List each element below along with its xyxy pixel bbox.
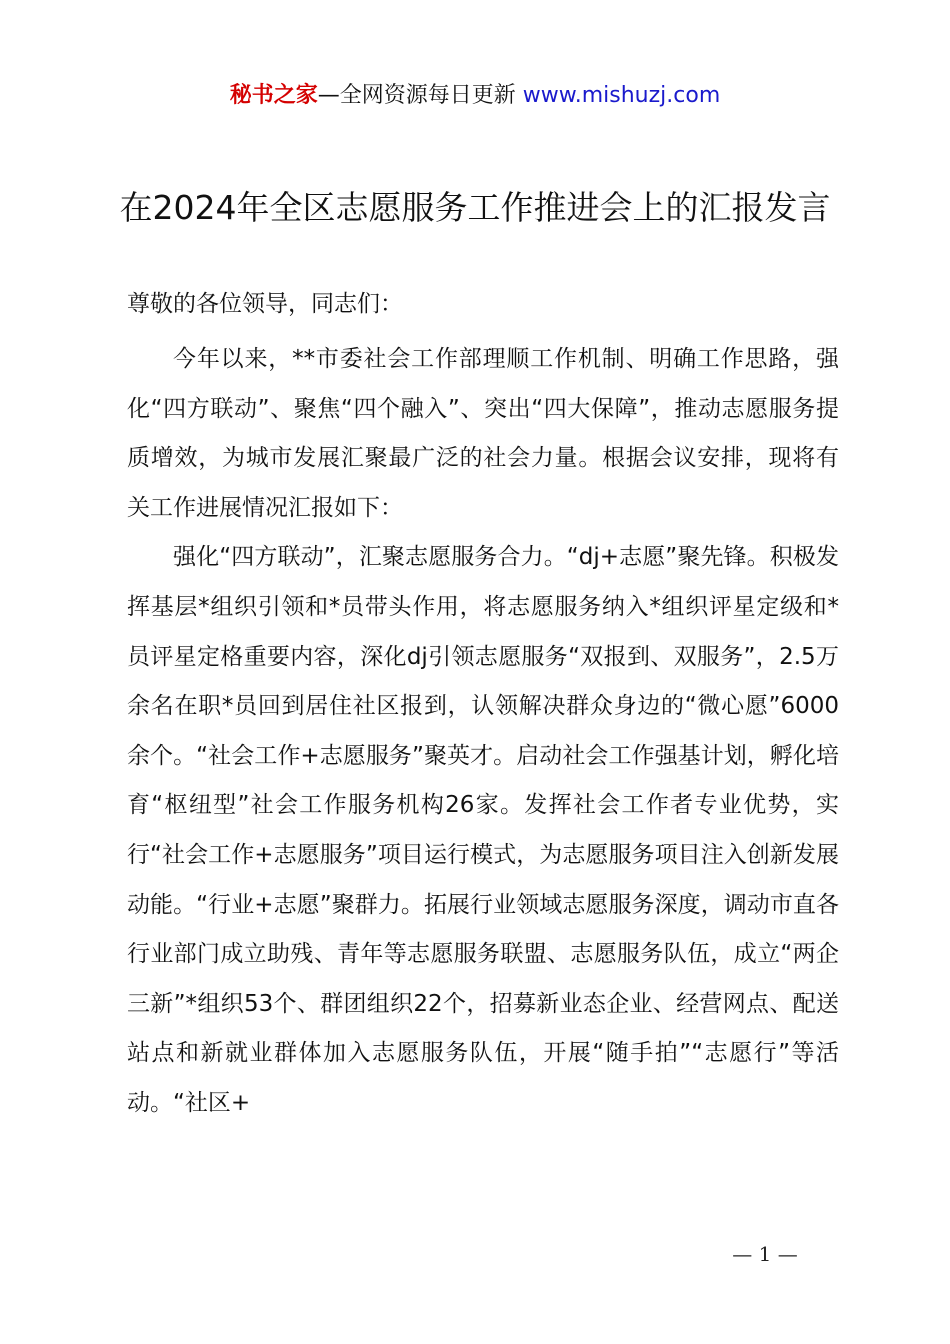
paragraph-intro: 今年以来，**市委社会工作部理顺工作机制、明确工作思路，强化“四方联动”、聚焦“四个融入”、突出“四大保障”，推动志愿服务提质增效，为城市发展汇聚最广泛的社会力量。根据会议安排，现将有关工作进展情况汇报如下： [127,346,839,521]
site-header [0,80,950,112]
header-slogan: 全网资源每日更新 [339,83,516,108]
document-title: 在2024年全区志愿服务工作推进会上的汇报发言 [119,188,831,227]
header-separator: — [317,83,340,108]
salutation: 尊敬的各位领导，同志们： [127,291,403,317]
page-number: — 1 — [732,1242,798,1266]
paragraph-section-1: 强化“四方联动”，汇聚志愿服务合力。“dj+志愿”聚先锋。积极发挥基层*组织引领和*员带头作用，将志愿服务纳入*组织评星定级和*员评星定格重要内容，深化dj引领志愿服务“双报到、双服务”，2.5万余名在职*员回到居住社区报到，认领解决群众身边的“微心愿”6000余个。“社会工作+志愿服务”聚英才。启动社会工作强基计划，孵化培育“枢纽型”社会工作服务机构26家。发挥社会工作者专业优势，实行“社会工作+志愿服务”项目运行模式，为志愿服务项目注入创新发展动能。“行业+志愿”聚群力。拓展行业领域志愿服务深度，调动市直各行业部门成立助残、青年等志愿服务联盟、志愿服务队伍，成立“两企三新”*组织53个、群团组织22个，招募新业态企业、经营网点、配送站点和新就业群体加入志愿服务队伍，开展“随手拍”“志愿行”等活动。“社区+ [127,544,839,1116]
site-url-link[interactable]: www.mishuzj.com [522,83,721,108]
site-brand: 秘书之家 [229,83,318,108]
document-body [127,335,839,1129]
